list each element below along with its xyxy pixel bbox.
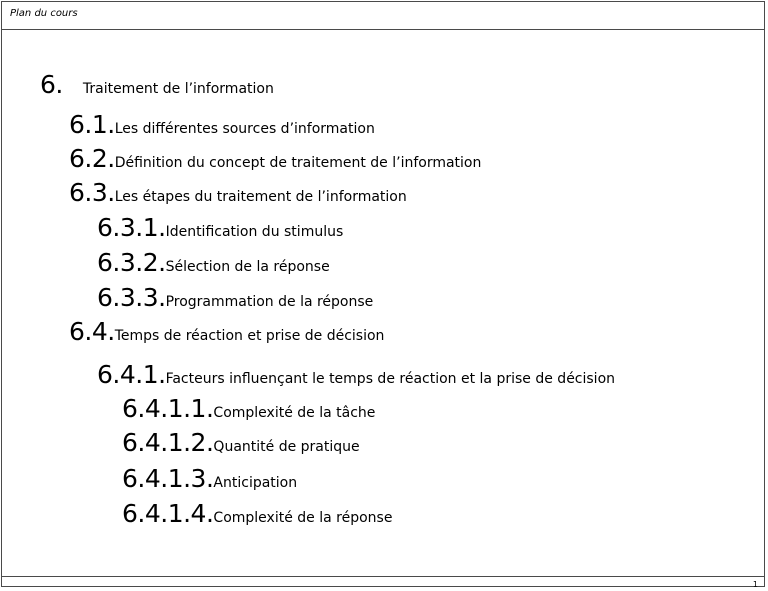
outline-number: 6.1. (69, 110, 115, 139)
outline-item-6-4 (69, 317, 384, 346)
outline-label: Facteurs influençant le temps de réaction et la prise de décision (165, 371, 616, 387)
outline-number: 6.4.1.2. (122, 428, 214, 457)
outline-label: Les différentes sources d’information (114, 121, 375, 137)
outline-label: Quantité de pratique (213, 439, 360, 455)
outline-number: 6.3. (69, 178, 115, 207)
outline-label: Sélection de la réponse (165, 259, 330, 275)
outline-number: 6.4.1. (97, 360, 166, 389)
slide (1, 1, 765, 587)
outline-item-6-3 (69, 178, 407, 207)
outline-label: Identification du stimulus (165, 224, 344, 240)
outline-number: 6.4.1.3. (122, 464, 214, 493)
outline-item-6-1 (69, 110, 375, 139)
outline-number: 6.2. (69, 144, 115, 173)
outline-number: 6.3.1. (97, 213, 166, 242)
outline-label: Complexité de la réponse (213, 510, 393, 526)
outline-number: 6. (40, 70, 63, 99)
outline-number: 6.3.2. (97, 248, 166, 277)
outline-item-6 (40, 70, 274, 99)
page-number: 1 (752, 580, 758, 589)
outline-item-6-4-1-4 (122, 499, 392, 528)
outline-label: Définition du concept de traitement de l’information (114, 155, 482, 171)
outline-label: Anticipation (213, 475, 298, 491)
outline-item-6-4-1-3 (122, 464, 297, 493)
outline-item-6-4-1 (97, 360, 615, 389)
outline-item-6-4-1-1 (122, 394, 375, 423)
outline-label: Traitement de l’information (82, 81, 274, 97)
header-title: Plan du cours (10, 8, 78, 19)
slide-header (2, 2, 764, 30)
outline-item-6-3-3 (97, 283, 373, 312)
outline-number: 6.4. (69, 317, 115, 346)
outline-label: Les étapes du traitement de l’information (114, 189, 407, 205)
outline-label: Programmation de la réponse (165, 294, 374, 310)
outline-item-6-2 (69, 144, 481, 173)
outline-number: 6.4.1.1. (122, 394, 214, 423)
outline-item-6-3-1 (97, 213, 343, 242)
outline-label: Complexité de la tâche (213, 405, 376, 421)
outline-item-6-4-1-2 (122, 428, 360, 457)
outline-label: Temps de réaction et prise de décision (114, 328, 385, 344)
outline-number: 6.4.1.4. (122, 499, 214, 528)
outline-item-6-3-2 (97, 248, 330, 277)
outline-number: 6.3.3. (97, 283, 166, 312)
footer-divider (2, 576, 764, 577)
